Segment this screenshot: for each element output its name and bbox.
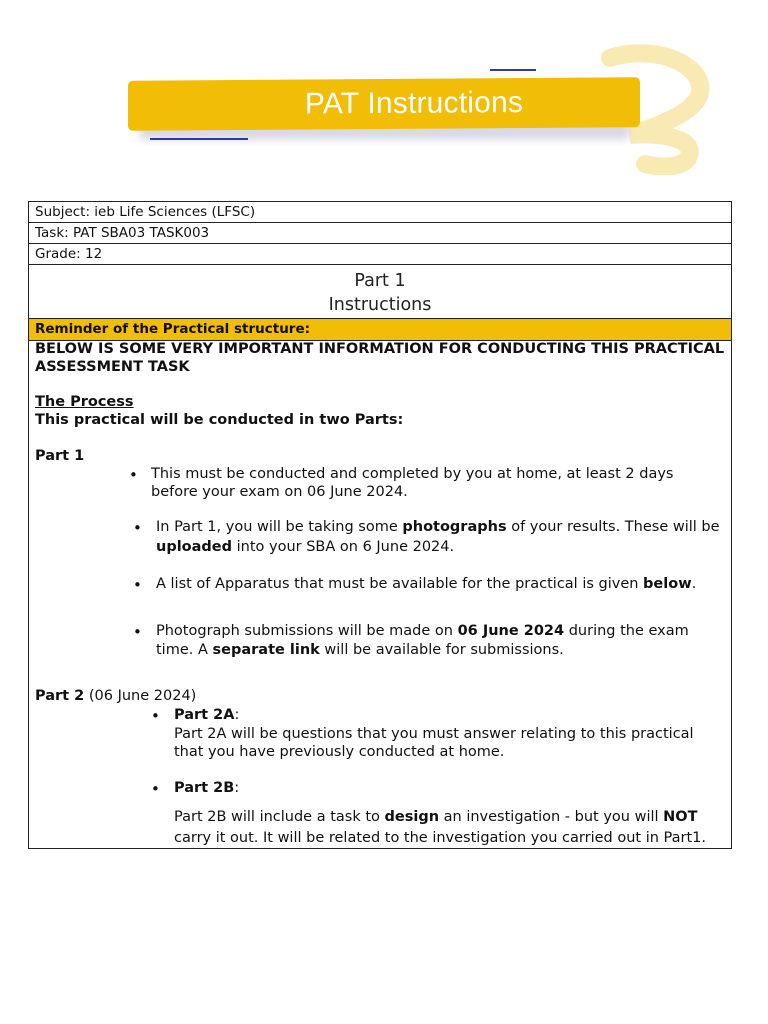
part-heading-row: [29, 265, 731, 319]
text-span: an investigation - but you will: [439, 809, 664, 825]
text-span: will be available for submissions.: [319, 642, 564, 658]
part1-bullet4-line1: [156, 623, 689, 639]
bullet-icon: •: [151, 780, 160, 798]
bold-span: design: [384, 809, 440, 825]
process-heading: The Process: [35, 394, 134, 410]
bold-span: photographs: [402, 519, 507, 535]
text-span: during the exam: [564, 623, 689, 639]
bold-span: below: [643, 576, 692, 592]
text-span: :: [234, 707, 240, 723]
part2b-line1: [174, 809, 698, 825]
bullet-icon: •: [133, 576, 142, 594]
bold-span: Part 2A: [174, 707, 235, 723]
bold-span: 06 June 2024: [457, 623, 565, 639]
part2-label: Part 2: [35, 688, 85, 704]
part2a-label-line: [174, 707, 239, 723]
part1-label: Part 1: [35, 448, 85, 464]
text-span: time. A: [156, 642, 213, 658]
text-span: .: [691, 576, 697, 592]
part2a-line1: Part 2A will be questions that you must answer relating to this practical: [174, 726, 694, 742]
part2a-line2: that you have previously conducted at home.: [174, 744, 505, 760]
bullet-icon: •: [133, 623, 142, 641]
section-heading: Instructions: [328, 294, 432, 315]
part1-bullet1-line1: This must be conducted and completed by you at home, at least 2 days: [151, 466, 674, 482]
text-span: of your results. These will be: [506, 519, 720, 535]
subject-row: Subject: ieb Life Sciences (LFSC): [29, 202, 731, 223]
part1-bullet2-line2: [156, 539, 454, 555]
instructions-table: [28, 201, 732, 849]
decorative-line-top: [490, 69, 536, 71]
page-title: PAT Instructions: [304, 86, 524, 121]
decorative-line-bottom: [150, 138, 248, 140]
text-span: Part 2B will include a task to: [174, 809, 385, 825]
bold-span: separate link: [212, 642, 320, 658]
grade-row: Grade: 12: [29, 244, 731, 265]
part1-bullet4-line2: [156, 642, 564, 658]
part-label: Part 1: [354, 270, 406, 291]
bold-span: Part 2B: [174, 780, 235, 796]
part1-bullet2-line1: [156, 519, 720, 535]
text-span: A list of Apparatus that must be available for the practical is given: [156, 576, 644, 592]
part2b-line2: carry it out. It will be related to the investigation you carried out in Part1.: [174, 830, 706, 846]
process-subheading: This practical will be conducted in two Parts:: [35, 412, 404, 428]
part2-date: (06 June 2024): [84, 688, 197, 704]
bullet-icon: •: [133, 519, 142, 537]
text-span: into your SBA on 6 June 2024.: [232, 539, 455, 555]
text-span: In Part 1, you will be taking some: [156, 519, 403, 535]
bullet-icon: •: [129, 466, 138, 484]
part1-bullet1-line2: before your exam on 06 June 2024.: [151, 484, 408, 500]
task-row: Task: PAT SBA03 TASK003: [29, 223, 731, 244]
bullet-icon: •: [151, 707, 160, 725]
bold-span: NOT: [663, 809, 698, 825]
title-banner: [128, 77, 640, 131]
notice-line-2: ASSESSMENT TASK: [35, 359, 190, 375]
text-span: :: [234, 780, 240, 796]
part2-heading: [35, 688, 196, 704]
bold-span: uploaded: [156, 539, 233, 555]
reminder-row: Reminder of the Practical structure:: [29, 319, 731, 341]
notice-line-1: BELOW IS SOME VERY IMPORTANT INFORMATION FOR CONDUCTING THIS PRACTICAL: [35, 341, 725, 357]
text-span: Photograph submissions will be made on: [156, 623, 458, 639]
part2b-label-line: [174, 780, 239, 796]
part1-bullet3: [156, 576, 696, 592]
